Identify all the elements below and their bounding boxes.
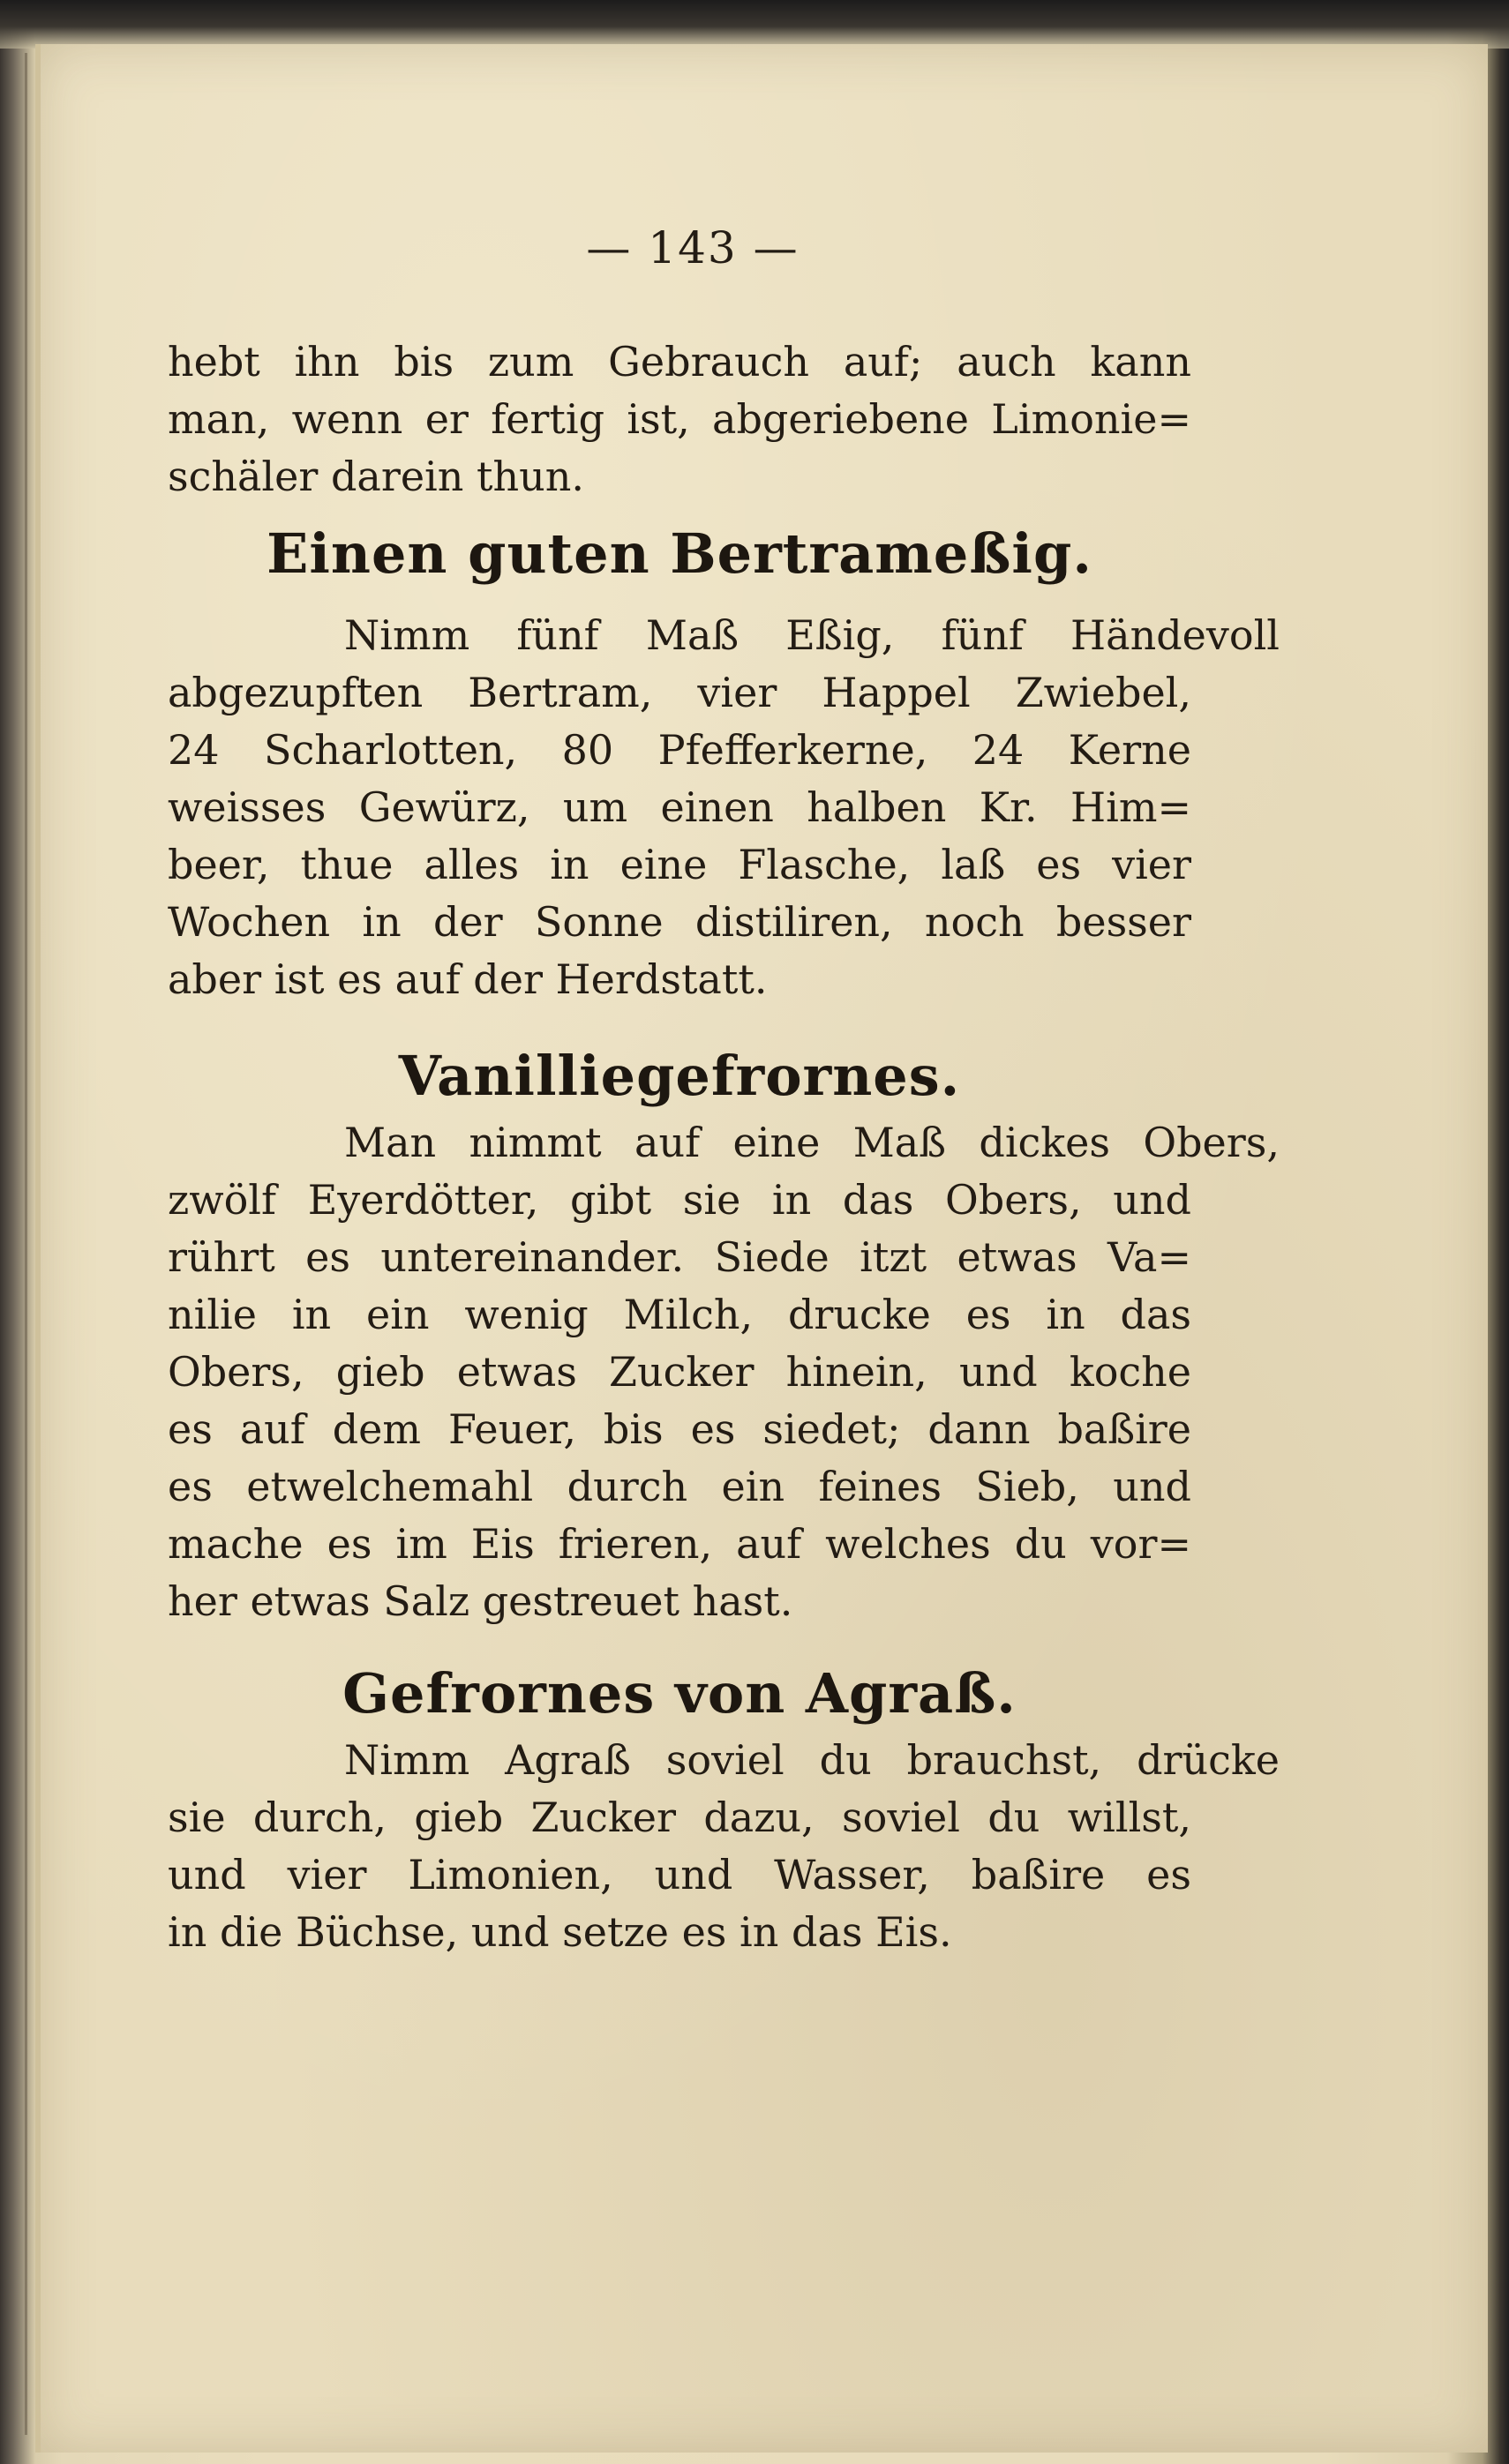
text-line: her etwas Salz gestreuet hast. bbox=[168, 1577, 793, 1625]
text-line: sie durch, gieb Zucker dazu, soviel du willst, bbox=[168, 1794, 1191, 1841]
recipe-title: Einen guten Bertrameßig. bbox=[267, 521, 1092, 586]
text-line: Obers, gieb etwas Zucker hinein, und koche bbox=[168, 1348, 1191, 1396]
text-line: es etwelchemahl durch ein feines Sieb, und bbox=[168, 1463, 1191, 1510]
text-line: Man nimmt auf eine Maß dickes Obers, bbox=[344, 1119, 1280, 1166]
text-line: es auf dem Feuer, bis es siedet; dann baßire bbox=[168, 1405, 1191, 1453]
page-number: — 143 — bbox=[586, 222, 800, 273]
top-edge-shadow bbox=[0, 0, 1509, 49]
text-line: in die Büchse, und setze es in das Eis. bbox=[168, 1908, 952, 1956]
book-spine bbox=[25, 53, 27, 2435]
text-line: Nimm fünf Maß Eßig, fünf Händevoll bbox=[344, 611, 1280, 659]
text-line: Wochen in der Sonne distiliren, noch besser bbox=[168, 898, 1191, 946]
text-line: Nimm Agraß soviel du brauchst, drücke bbox=[344, 1736, 1280, 1784]
text-line: 24 Scharlotten, 80 Pfefferkerne, 24 Kerne bbox=[168, 726, 1191, 774]
text-line: abgezupften Bertram, vier Happel Zwiebel, bbox=[168, 669, 1191, 716]
text-line: mache es im Eis frieren, auf welches du vor= bbox=[168, 1520, 1191, 1568]
recipe-title: Vanilliegefrornes. bbox=[398, 1044, 961, 1108]
text-line: hebt ihn bis zum Gebrauch auf; auch kann bbox=[168, 338, 1191, 386]
text-line: nilie in ein wenig Milch, drucke es in das bbox=[168, 1291, 1191, 1338]
text-line: zwölf Eyerdötter, gibt sie in das Obers, und bbox=[168, 1176, 1191, 1224]
text-line: und vier Limonien, und Wasser, baßire es bbox=[168, 1851, 1191, 1899]
text-line: man, wenn er fertig ist, abgeriebene Limonie= bbox=[168, 395, 1191, 443]
text-line: weisses Gewürz, um einen halben Kr. Him= bbox=[168, 783, 1191, 831]
text-line: beer, thue alles in eine Flasche, laß es vier bbox=[168, 841, 1191, 888]
text-line: schäler darein thun. bbox=[168, 453, 584, 500]
recipe-title: Gefrornes von Agraß. bbox=[342, 1661, 1017, 1726]
text-line: aber ist es auf der Herdstatt. bbox=[168, 955, 768, 1003]
text-line: rührt es untereinander. Siede itzt etwas Va= bbox=[168, 1233, 1191, 1281]
